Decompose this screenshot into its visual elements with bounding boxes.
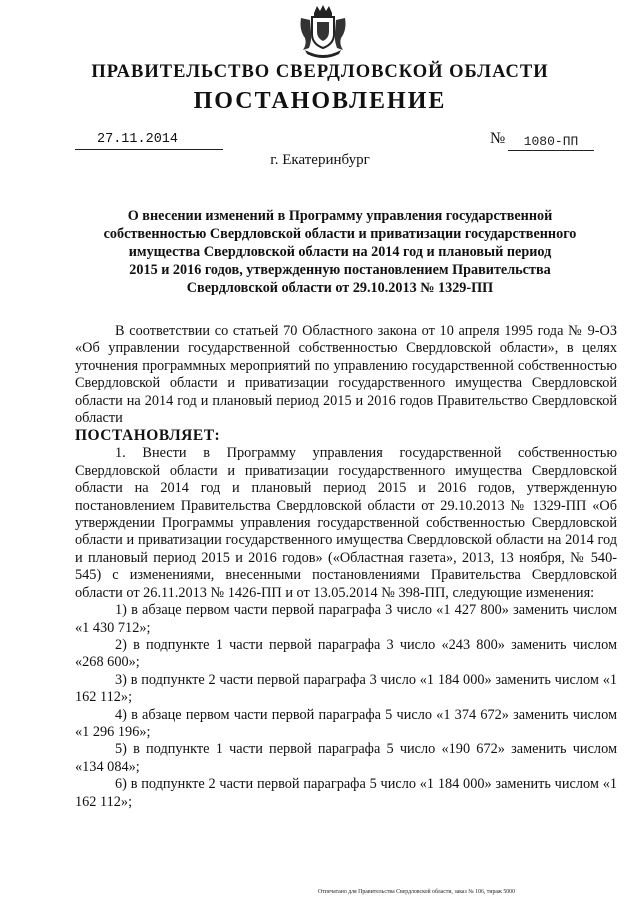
printing-note: Отпечатано для Правительства Свердловской области, заказ № 106, тираж 5000 <box>318 889 515 895</box>
document-body <box>75 323 617 811</box>
decree-heading: ПОСТАНОВЛЯЕТ: <box>75 427 221 445</box>
list-item: 5) в подпункте 1 части первой параграфа 5 число «190 672» заменить числом «134 084»; <box>75 741 617 775</box>
list-item: 1) в абзаце первом части первой параграфа 3 число «1 427 800» заменить числом «1 430 712»; <box>75 602 617 636</box>
document-date: 27.11.2014 <box>75 132 223 150</box>
list-item: 4) в абзаце первом части первой параграфа 5 число «1 374 672» заменить числом «1 296 196»; <box>75 706 617 740</box>
document-type: ПОСТАНОВЛЕНИЕ <box>193 88 447 114</box>
subject-line: имущества Свердловской области на 2014 год и плановый период <box>128 244 552 260</box>
document-subject <box>80 207 600 297</box>
coat-of-arms-icon <box>297 4 349 62</box>
list-item: 2) в подпункте 1 части первой параграфа 3 число «243 800» заменить числом «268 600»; <box>75 636 617 671</box>
preamble-paragraph: В соответствии со статьей 70 Областного закона от 10 апреля 1995 года № 9-ОЗ «Об управлении государственной собственностью Свердловской области», в целях уточнения программных мероприятий по управлению государственной собственностью Свердловской области и приватизации государственного имущества Свердловской области на 2014 год и плановый период 2015 и 2016 годов Правительство Свердловской области <box>75 323 617 427</box>
subject-line: 2015 и 2016 годов, утвержденную постановлением Правительства <box>129 262 551 278</box>
number-label: № <box>490 130 506 147</box>
subject-line: О внесении изменений в Программу управления государственной <box>127 208 553 224</box>
subject-line: Свердловской области от 29.10.2013 № 1329-ПП <box>186 280 494 296</box>
city-name: г. Екатеринбург <box>270 152 370 168</box>
list-item: 6) в подпункте 2 части первой параграфа 5 число «1 184 000» заменить числом «1 162 112»; <box>75 776 617 810</box>
government-title: ПРАВИТЕЛЬСТВО СВЕРДЛОВСКОЙ ОБЛАСТИ <box>91 62 549 82</box>
list-item: 3) в подпункте 2 части первой параграфа 3 число «1 184 000» заменить числом «1 162 112»; <box>75 671 617 706</box>
document-number: 1080-ПП <box>508 134 594 151</box>
subject-line: собственностью Свердловской области и приватизации государственного <box>103 226 577 242</box>
point-1-paragraph: 1. Внести в Программу управления государственной собственностью Свердловской области и приватизации государственного имущества Свердловской области на 2014 год и плановый период 2015 и 2016 годов, утвержденную постановлением Правительства Свердловской области от 29.10.2013 № 1329-ПП «Об утверждении Программы управления государственной собственностью Свердловской области и приватизации государственного имущества Свердловской области на 2014 год и плановый период 2015 и 2016 годов» («Областная газета», 2013, 13 ноября, № 540-545) с изменениями, внесенными постановлениями Правительства Свердловской области от 26.11.2013 № 1426-ПП и от 13.05.2014 № 398-ПП, следующие изменения: <box>75 445 617 601</box>
